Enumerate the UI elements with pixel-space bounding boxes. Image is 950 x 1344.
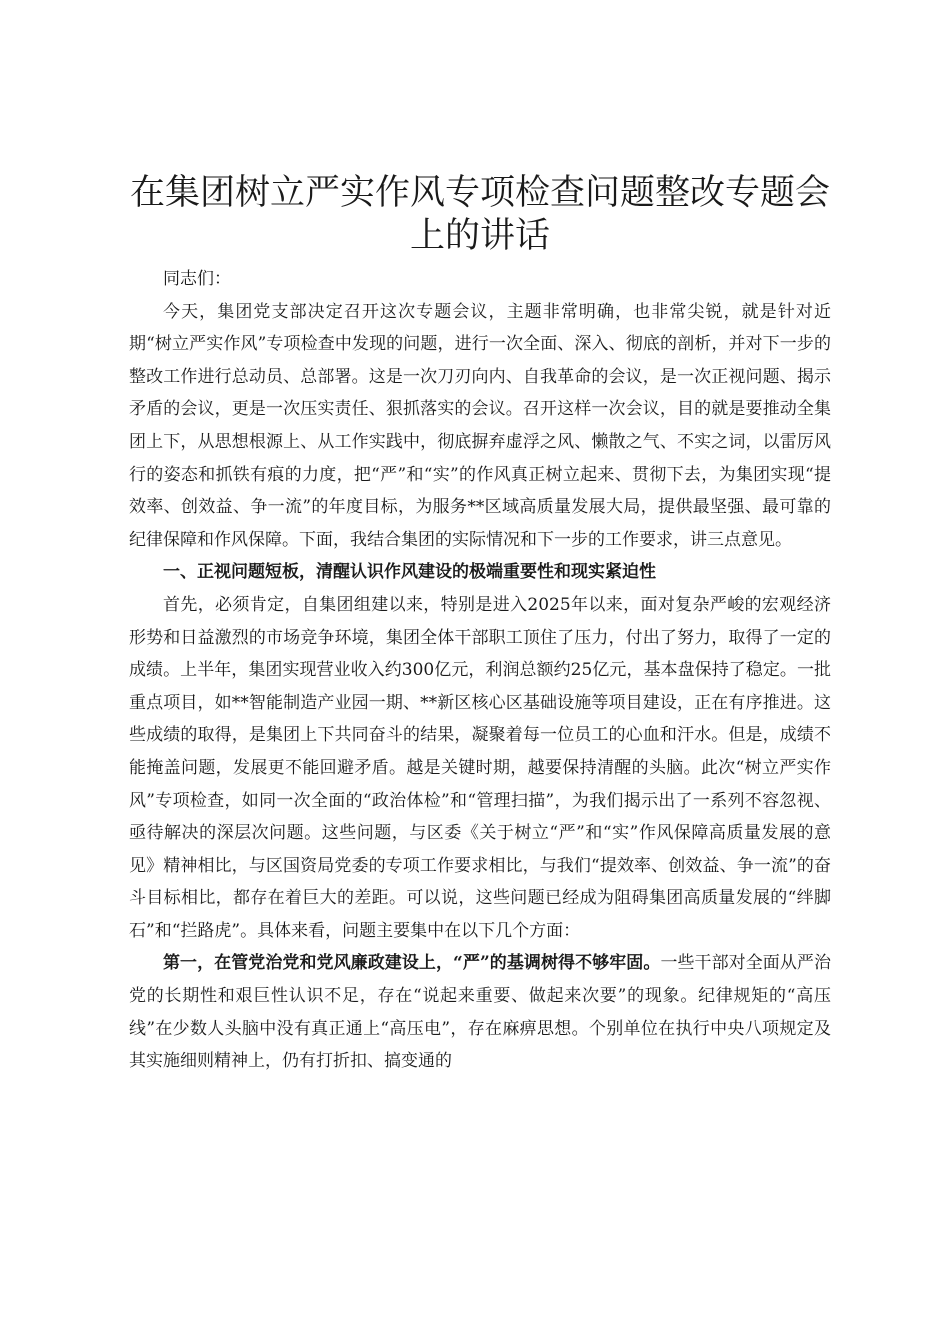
intro-paragraph: 今天，集团党支部决定召开这次专题会议，主题非常明确，也非常尖锐，就是针对近期“树立严实作风”专项检查中发现的问题，进行一次全面、深入、彻底的剖析，并对下一步的整改工作进行总动员、总部署。这是一次刀刃向内、自我革命的会议，是一次正视问题、揭示矛盾的会议，更是一次压实责任、狠抓落实的会议。召开这样一次会议，目的就是要推动全集团上下，从思想根源上、从工作实践中，彻底摒弃虚浮之风、懒散之气、不实之词，以雷厉风行的姿态和抓铁有痕的力度，把“严”和“实”的作风真正树立起来、贯彻下去，为集团实现“提效率、创效益、争一流”的年度目标，为服务**区域高质量发展大局，提供最坚强、最可靠的纪律保障和作风保障。下面，我结合集团的实际情况和下一步的工作要求，讲三点意见。 — [129, 301, 831, 550]
document-page — [129, 172, 831, 1078]
section1-paragraph: 首先，必须肯定，自集团组建以来，特别是进入2025年以来，面对复杂严峻的宏观经济形势和日益激烈的市场竞争环境，集团全体干部职工顶住了压力，付出了努力，取得了一定的成绩。上半年，集团实现营业收入约300亿元，利润总额约25亿元，基本盘保持了稳定。一批重点项目，如**智能制造产业园一期、**新区核心区基础设施等项目建设，正在有序推进。这些成绩的取得，是集团上下共同奋斗的结果，凝聚着每一位员工的心血和汗水。但是，成绩不能掩盖问题，发展更不能回避矛盾。越是关键时期，越要保持清醒的头脑。此次“树立严实作风”专项检查，如同一次全面的“政治体检”和“管理扫描”，为我们揭示出了一系列不容忽视、亟待解决的深层次问题。这些问题，与区委《关于树立“严”和“实”作风保障高质量发展的意见》精神相比，与区国资局党委的专项工作要求相比，与我们“提效率、创效益、争一流”的奋斗目标相比，都存在着巨大的差距。可以说，这些问题已经成为阻碍集团高质量发展的“绊脚石”和“拦路虎”。具体来看，问题主要集中在以下几个方面： — [129, 594, 831, 941]
point1-paragraph — [129, 947, 831, 1077]
document-title: 在集团树立严实作风专项检查问题整改专题会上的讲话 — [129, 173, 830, 256]
section-heading-1: 一、正视问题短板，清醒认识作风建设的极端重要性和现实紧迫性 — [163, 562, 656, 583]
point1-lead: 第一，在管党治党和党风廉政建设上，“严”的基调树得不够牢固。 — [163, 953, 661, 974]
point1-text: 一些干部对全面从严治党的长期性和艰巨性认识不足，存在“说起来重要、做起来次要”的现象。纪律规矩的“高压线”在少数人头脑中没有真正通上“高压电”，存在麻痹思想。个别单位在执行中央八项规定及其实施细则精神上，仍有打折扣、搞变通的 — [129, 953, 831, 1072]
salutation: 同志们： — [163, 269, 231, 289]
